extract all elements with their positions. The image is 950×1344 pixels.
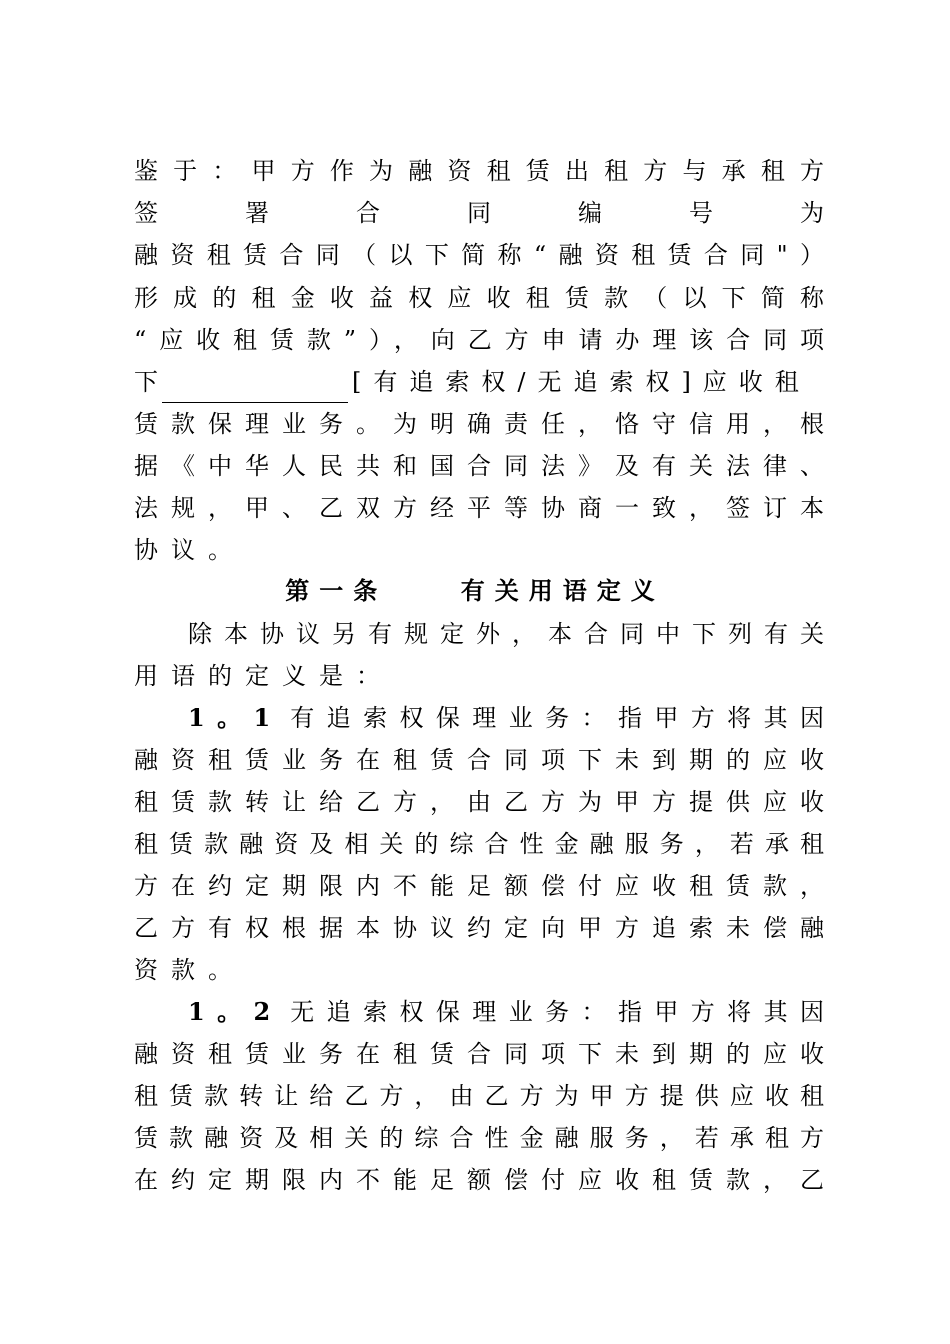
item-1-2-line-1-text: 无追索权保理业务：指甲方将其因 [290,998,824,1026]
item-1-2-line-2: 融资租赁业务在租赁合同项下未到期的应收 [134,1040,824,1068]
intro-line-1: 鉴于：甲方作为融资租赁出租方与承租方 [134,157,824,185]
item-1-1-line-1-text: 有追索权保理业务：指甲方将其因 [290,704,824,732]
article-1-heading: 第一条 有关用语定义 [285,576,665,605]
article-1-intro-line-1: 除本协议另有规定外，本合同中下列有关 [188,620,824,648]
intro-line-3: 融资租赁合同（以下简称“融资租赁合同"） [134,241,824,269]
intro-line-8: 据《中华人民共和国合同法》及有关法律、 [134,452,824,480]
intro-line-9: 法规，甲、乙双方经平等协商一致，签订本 [134,494,824,522]
item-1-2-line-1 [188,991,824,1033]
contract-number-blank [162,376,348,403]
item-1-1-line-2: 融资租赁业务在租赁合同项下未到期的应收 [134,746,824,774]
intro-line-4: 形成的租金收益权应收租赁款（以下简称 [134,284,824,312]
intro-line-7: 赁款保理业务。为明确责任，恪守信用，根 [134,410,824,438]
item-1-2-number: 1。2 [188,997,271,1026]
item-1-1-line-6: 乙方有权根据本协议约定向甲方追索未偿融 [134,914,824,942]
item-1-1-line-3: 租赁款转让给乙方，由乙方为甲方提供应收 [134,788,824,816]
item-1-2-line-5: 在约定期限内不能足额偿付应收租赁款，乙 [134,1166,824,1194]
item-1-2-line-3: 租赁款转让给乙方，由乙方为甲方提供应收租 [134,1082,824,1110]
item-1-2-line-4: 赁款融资及相关的综合性金融服务，若承租方 [134,1124,824,1152]
item-1-1-number: 1。1 [188,703,271,732]
article-1-intro-line-2: 用语的定义是： [134,662,393,690]
item-1-1-line-4: 租赁款融资及相关的综合性金融服务，若承租 [134,830,824,858]
item-1-1-line-1 [188,697,824,739]
intro-line-5: “应收租赁款”），向乙方申请办理该合同项 [134,326,824,354]
intro-line-2: 签署合同编号为 [134,199,824,227]
intro-line-6-prefix: 下 [134,368,158,396]
intro-line-10: 协议。 [134,536,245,564]
item-1-1-line-5: 方在约定期限内不能足额偿付应收租赁款， [134,872,824,900]
item-1-1-line-7: 资款。 [134,956,245,984]
intro-line-6-suffix: [有追索权/无追索权]应收租 [352,368,811,396]
intro-line-6 [134,361,824,403]
